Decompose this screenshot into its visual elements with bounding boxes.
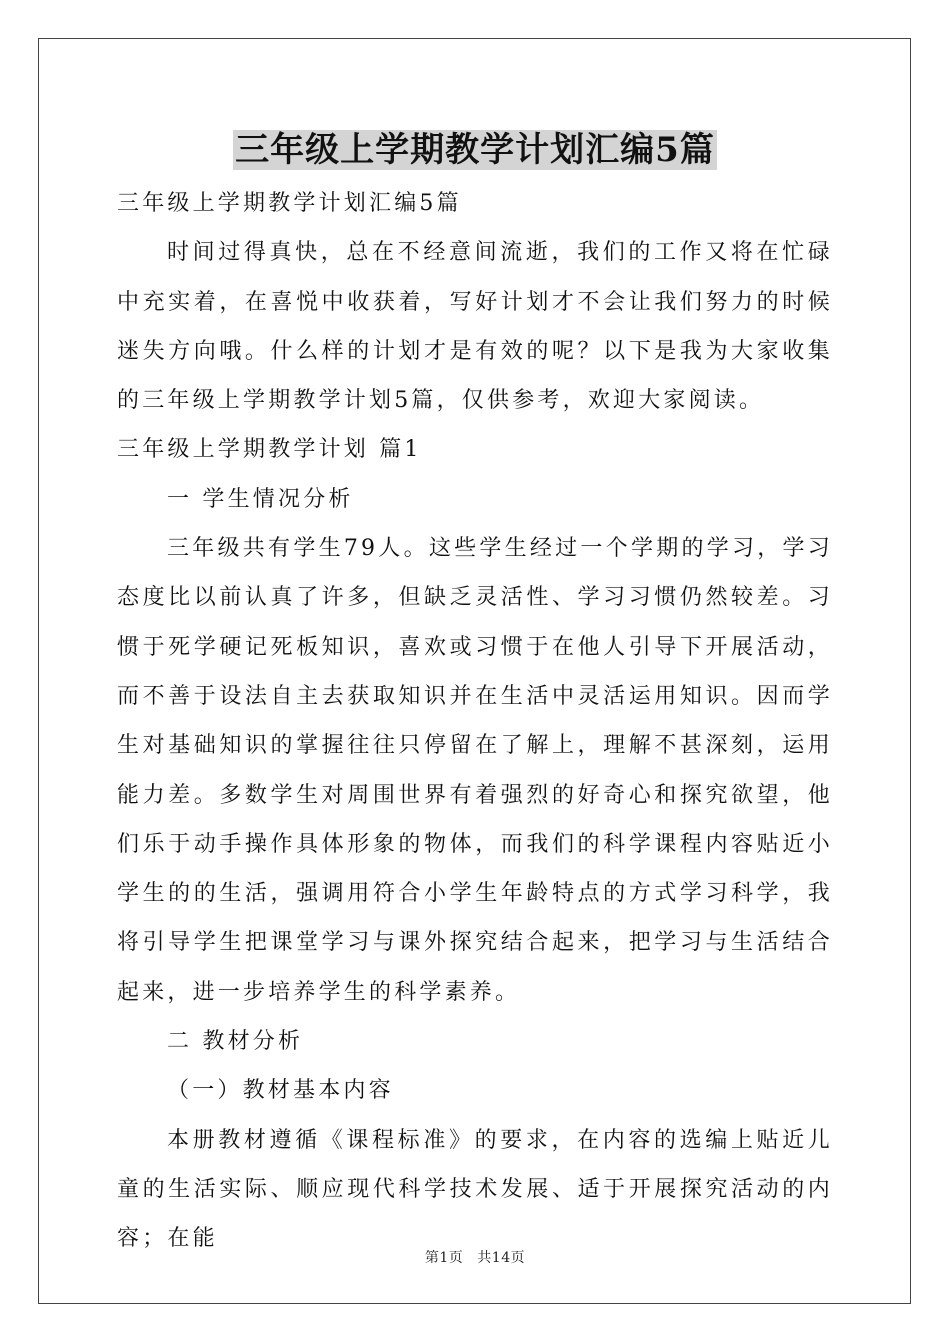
document-body [117,125,833,1264]
paragraph-textbook-content: 本册教材遵循《课程标准》的要求，在内容的选编上贴近儿童的生活实际、顺应现代科学技术发展、适于开展探究活动的内容；在能 [117,1127,833,1252]
paragraph-intro: 时间过得真快，总在不经意间流逝，我们的工作又将在忙碌中充实着，在喜悦中收获着，写好计划才不会让我们努力的时候迷失方向哦。什么样的计划才是有效的呢？以下是我为大家收集的三年级上学期教学计划5篇，仅供参考，欢迎大家阅读。 [117,240,833,414]
document-title [117,125,833,175]
paragraph-subtitle: 三年级上学期教学计划汇编5篇 [117,191,462,216]
page-number: 第1页 [424,1250,464,1266]
page-total: 共14页 [477,1250,526,1266]
page-footer [0,1247,950,1267]
document-title-text: 三年级上学期教学计划汇编5篇 [235,130,715,170]
section-heading: 三年级上学期教学计划 篇1 [117,437,422,463]
subheading-textbook-content: （一）教材基本内容 [167,1078,394,1104]
paragraph-student-analysis: 三年级共有学生79人。这些学生经过一个学期的学习，学习态度比以前认真了许多，但缺乏灵活性、学习习惯仍然较差。习惯于死学硬记死板知识，喜欢或习惯于在他人引导下开展活动，而不善于设法自主去获取知识并在生活中灵活运用知识。因而学生对基础知识的掌握往往只停留在了解上，理解不甚深刻，运用能力差。多数学生对周围世界有着强烈的好奇心和探究欲望，他们乐于动手操作具体形象的物体，而我们的科学课程内容贴近小学生的的生活，强调用符合小学生年龄特点的方式学习科学，我将引导学生把课堂学习与课外探究结合起来，把学习与生活结合起来，进一步培养学生的科学素养。 [117,536,833,1005]
subheading-student-analysis: 一 学生情况分析 [167,486,354,512]
subheading-textbook-analysis: 二 教材分析 [167,1029,304,1055]
